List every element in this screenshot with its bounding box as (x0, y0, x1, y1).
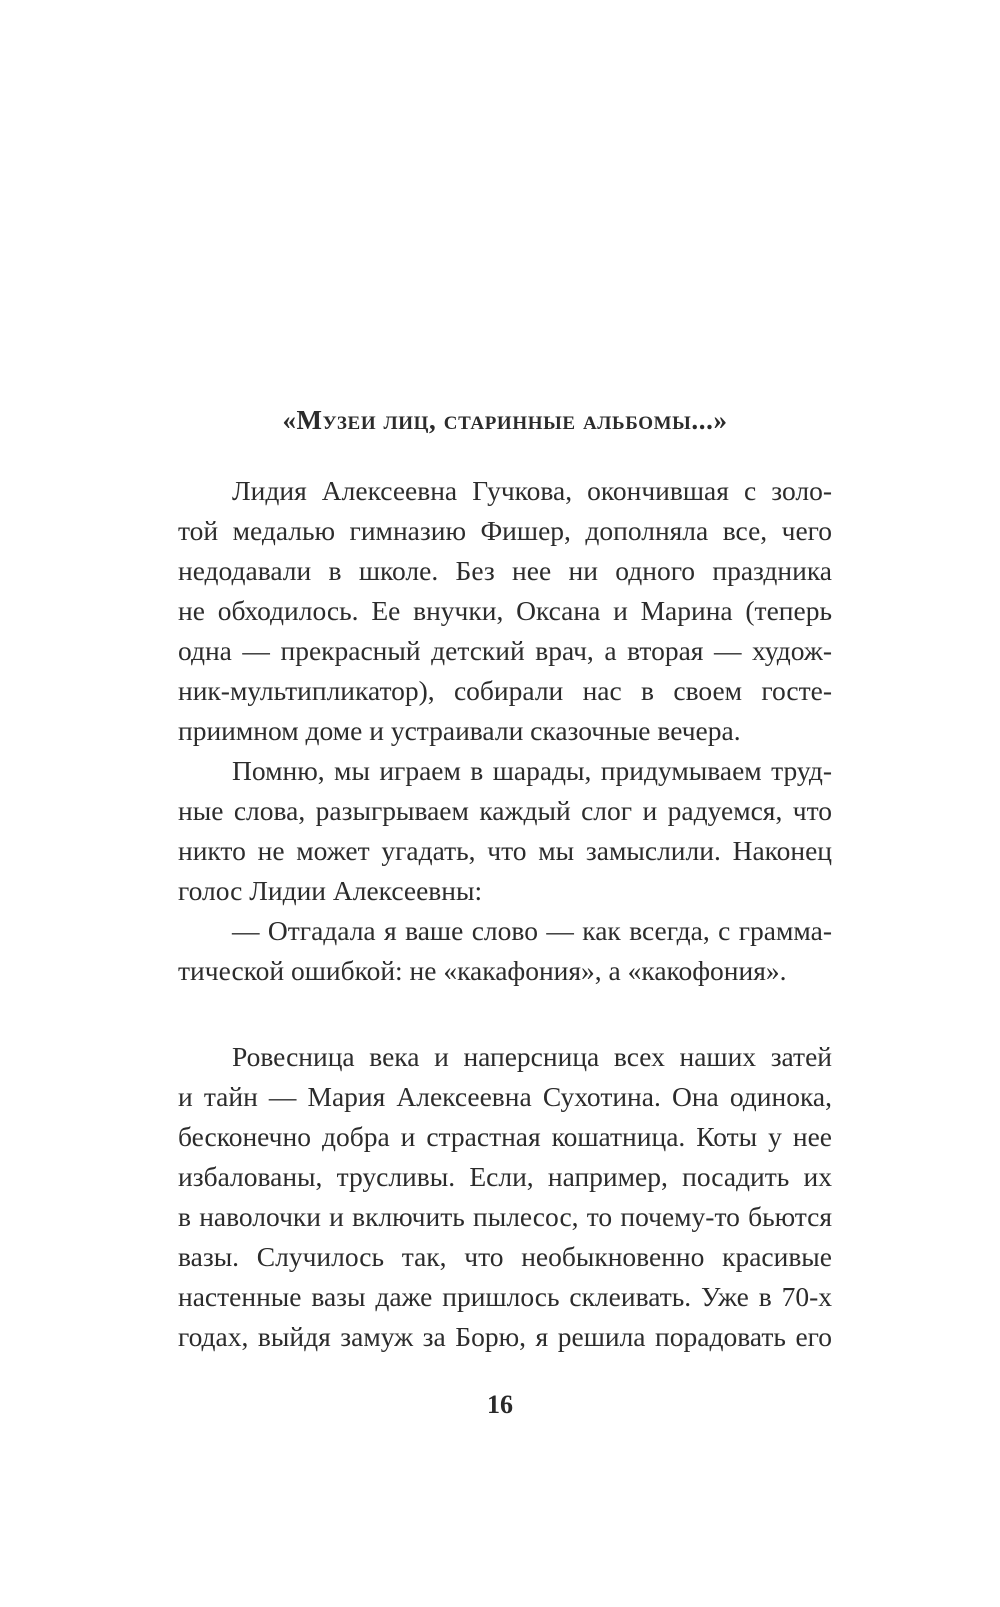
text-line: ник-мультипликатор), собирали нас в своем госте- (178, 675, 832, 706)
text-line: той медалью гимназию Фишер, дополняла все, чего (178, 515, 832, 546)
text-line: недодавали в школе. Без нее ни одного праздника (178, 555, 832, 586)
text-line: Помню, мы играем в шарады, придумываем труд- (232, 755, 832, 786)
text-line: бесконечно добра и страстная кошатница. Коты у нее (178, 1121, 832, 1152)
text-line: избалованы, трусливы. Если, например, посадить их (178, 1161, 832, 1192)
text-line: тической ошибкой: не «какафония», а «какофония». (178, 955, 787, 986)
text-line: и тайн — Мария Алексеевна Сухотина. Она одинока, (178, 1081, 832, 1112)
text-line: приимном доме и устраивали сказочные вечера. (178, 715, 741, 746)
text-line: в наволочки и включить пылесос, то почему-то бьются (178, 1201, 832, 1232)
text-line: голос Лидии Алексеевны: (178, 875, 483, 906)
text-line: ные слова, разыгрываем каждый слог и радуемся, что (178, 795, 832, 826)
text-line: не обходилось. Ее внучки, Оксана и Марина (теперь (178, 595, 832, 626)
text-line: никто не может угадать, что мы замыслили. Наконец (178, 835, 832, 866)
text-line: годах, выйдя замуж за Борю, я решила порадовать его (178, 1321, 832, 1352)
chapter-title: «Музеи лиц, старинные альбомы...» (282, 405, 728, 435)
text-line: Ровесница века и наперсница всех наших затей (232, 1041, 832, 1072)
text-line: вазы. Случилось так, что необыкновенно красивые (178, 1241, 832, 1272)
text-line: одна — прекрасный детский врач, а вторая — худож- (178, 635, 832, 666)
text-line: настенные вазы даже пришлось склеивать. Уже в 70-х (178, 1281, 832, 1312)
text-line: Лидия Алексеевна Гучкова, окончившая с золо- (232, 475, 832, 506)
page-number: 16 (487, 1390, 513, 1419)
text-line: — Отгадала я ваше слово — как всегда, с грамма- (232, 915, 832, 946)
